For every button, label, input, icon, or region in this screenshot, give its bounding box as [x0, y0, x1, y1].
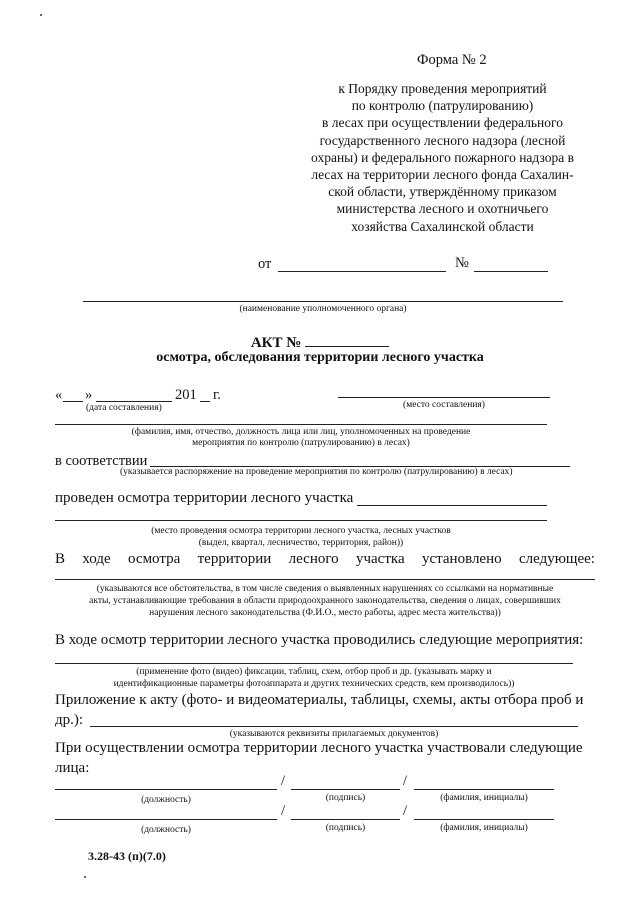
- header-line: министерства лесного и охотничьего: [336, 201, 549, 217]
- persons-caption: (фамилия, имя, отчество, должность лица или лиц, уполномоченных на проведение: [131, 427, 471, 437]
- accordance-caption: (указывается распоряжение на проведение мероприятия по контролю (патрулированию) в лесах): [120, 467, 513, 477]
- position-blank[interactable]: [55, 819, 277, 820]
- attachment-label: др.):: [55, 712, 84, 728]
- participants-label: лица:: [55, 760, 90, 776]
- place-caption: (место составления): [403, 400, 485, 410]
- date-quote-open: «: [55, 387, 63, 403]
- established-blank[interactable]: [55, 579, 595, 580]
- signature-separator: /: [403, 803, 408, 819]
- from-label: от: [258, 256, 272, 272]
- inspection-caption: (выдел, квартал, лесничество, территория, район)): [198, 538, 404, 548]
- organ-blank[interactable]: [83, 301, 563, 302]
- act-label: АКТ №: [250, 335, 302, 351]
- date-year: 201: [175, 387, 197, 403]
- date-year-suffix: г.: [213, 387, 221, 403]
- organ-caption: (наименование уполномоченного органа): [239, 304, 407, 314]
- form-number: Форма № 2: [417, 52, 487, 68]
- act-number-blank[interactable]: [305, 333, 389, 347]
- date-day-blank[interactable]: [63, 401, 83, 402]
- participants-label: При осуществлении осмотра территории лесного участка участвовали следующие: [55, 740, 583, 756]
- number-blank[interactable]: [474, 271, 548, 272]
- attachment-caption: (указываются реквизиты прилагаемых документов): [229, 729, 439, 739]
- established-word: осмотра: [128, 551, 181, 567]
- header-line: ской области, утверждённому приказом: [328, 184, 557, 200]
- attachment-blank[interactable]: [90, 726, 578, 727]
- footer-code: 3.28-43 (п)(7.0): [88, 849, 166, 863]
- header-line: лесах на территории лесного фонда Сахалин-: [311, 167, 574, 183]
- signature-caption: (подпись): [325, 793, 366, 803]
- header-line: по контролю (патрулированию): [351, 98, 534, 114]
- circumstances-caption: (указываются все обстоятельства, в том числе сведения о выявленных нарушениях со ссылками на нормативные: [96, 584, 554, 594]
- header-line: охраны) и федерального пожарного надзора в: [311, 149, 574, 165]
- measures-blank[interactable]: [55, 663, 573, 664]
- signature-separator: /: [281, 803, 286, 819]
- measures-label: В ходе осмотр территории лесного участка проводились следующие мероприятия:: [55, 632, 584, 648]
- date-month-blank[interactable]: [96, 401, 172, 402]
- established-word: участка: [355, 551, 405, 567]
- signature-blank[interactable]: [291, 819, 400, 820]
- name-blank[interactable]: [414, 789, 554, 790]
- inspection-blank[interactable]: [357, 505, 547, 506]
- circumstances-caption: нарушения лесного законодательства (Ф.И.О., место работы, адрес места жительства)): [149, 608, 501, 618]
- date-quote-close: »: [85, 387, 93, 403]
- place-blank[interactable]: [338, 397, 550, 398]
- position-caption: (должность): [141, 795, 191, 805]
- header-line: государственного лесного надзора (лесной: [319, 132, 566, 148]
- header-line: к Порядку проведения мероприятий: [338, 81, 547, 96]
- from-blank[interactable]: [278, 271, 446, 272]
- measures-caption: идентификационные параметры фотоаппарата и других технических средств, кем производилось)): [113, 679, 515, 689]
- scan-speck: [84, 876, 86, 878]
- scan-speck: [40, 14, 42, 16]
- accordance-label: в соответствии: [55, 453, 148, 469]
- inspection-blank-2[interactable]: [55, 520, 547, 521]
- name-blank[interactable]: [414, 819, 554, 820]
- established-word: лесного: [288, 551, 339, 567]
- measures-caption: (применение фото (видео) фиксации, таблиц, схем, отбор проб и др. (указывать марку и: [136, 667, 492, 677]
- signature-separator: /: [403, 773, 408, 789]
- established-word: установлено: [421, 551, 502, 567]
- date-year-blank[interactable]: [200, 401, 210, 402]
- header-line: в лесах при осуществлении федерального: [321, 115, 563, 131]
- established-word: территории: [197, 551, 272, 567]
- name-caption: (фамилия, инициалы): [440, 793, 528, 803]
- persons-caption: мероприятия по контролю (патрулированию) в лесах): [192, 438, 410, 448]
- established-word: В: [55, 551, 66, 567]
- header-line: хозяйства Сахалинской области: [351, 218, 534, 234]
- persons-blank[interactable]: [55, 424, 547, 425]
- established-word: ходе: [82, 551, 111, 567]
- act-subtitle: осмотра, обследования территории лесного участка: [156, 350, 484, 365]
- established-word: следующее:: [518, 551, 595, 567]
- signature-blank[interactable]: [291, 789, 400, 790]
- date-caption: (дата составления): [86, 403, 162, 413]
- position-caption: (должность): [141, 825, 191, 835]
- signature-separator: /: [281, 773, 286, 789]
- attachment-label: Приложение к акту (фото- и видеоматериалы, таблицы, схемы, акты отбора проб и: [55, 692, 584, 708]
- position-blank[interactable]: [55, 789, 277, 790]
- circumstances-caption: акты, устанавливающие требования в области природоохранного законодательства, сведения о лицах, совершивших: [89, 596, 561, 606]
- header-block: [285, 80, 600, 235]
- number-sign: №: [455, 255, 469, 271]
- name-caption: (фамилия, инициалы): [440, 823, 528, 833]
- established-label: [55, 551, 595, 568]
- inspection-label: проведен осмотра территории лесного участка: [55, 490, 354, 506]
- signature-caption: (подпись): [325, 823, 366, 833]
- inspection-caption: (место проведения осмотра территории лесного участка, лесных участков: [151, 526, 451, 536]
